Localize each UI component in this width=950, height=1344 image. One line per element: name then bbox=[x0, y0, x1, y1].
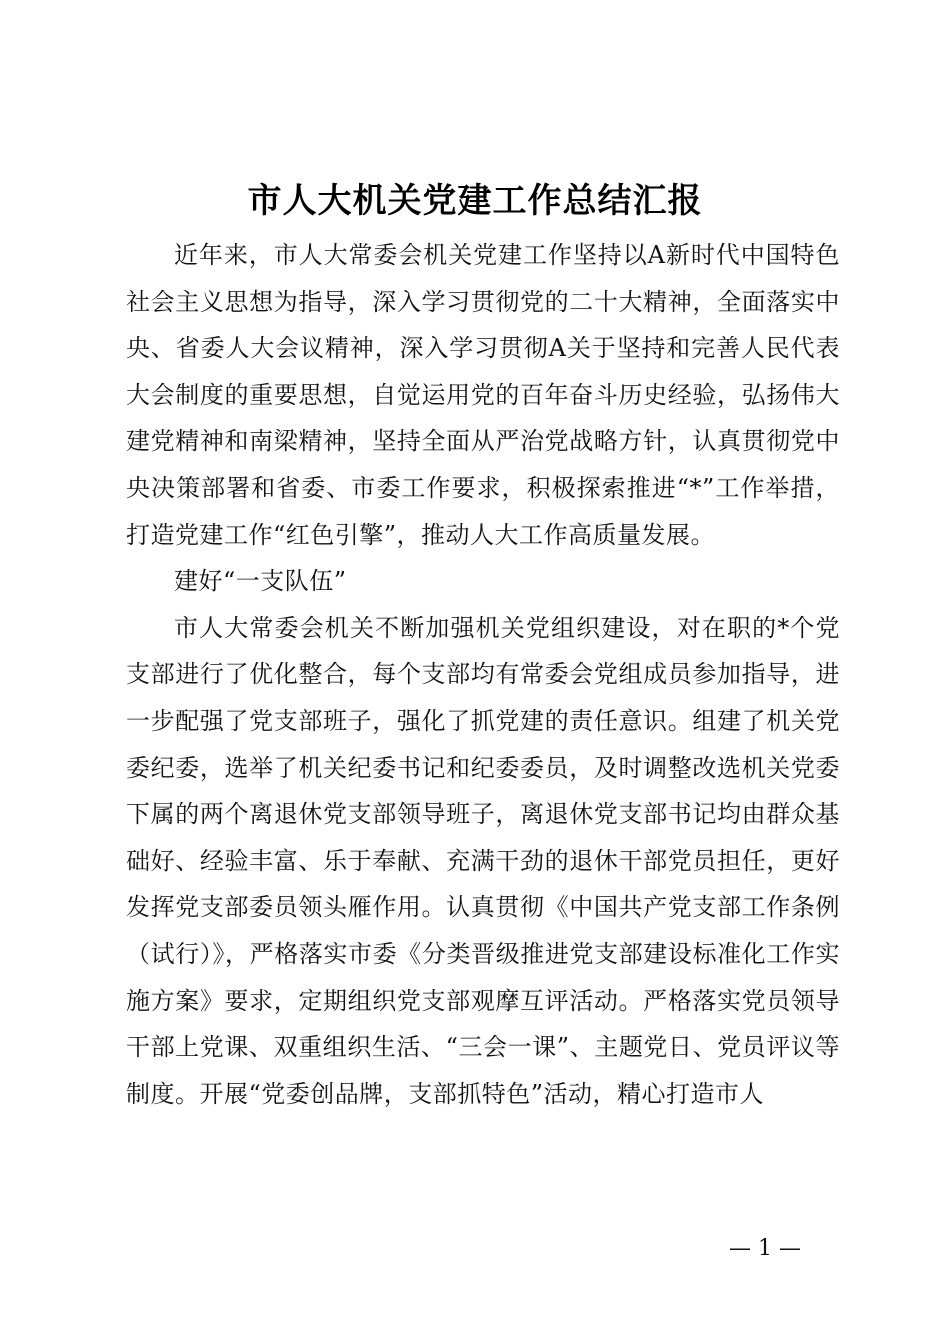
section-heading: 建好“一支队伍” bbox=[174, 567, 347, 596]
body-paragraph: 市人大常委会机关不断加强机关党组织建设，对在职的*个党支部进行了优化整合，每个支部均有常委会党组成员参加指导，进一步配强了党支部班子，强化了抓党建的责任意识。组建了机关党委纪委，选举了机关纪委书记和纪委委员，及时调整改选机关党委下属的两个离退休党支部领导班子，离退休党支部书记均由群众基础好、经验丰富、乐于奉献、充满干劲的退休干部党员担任，更好发挥党支部委员领头雁作用。认真贯彻《中国共产党支部工作条例（试行）》，严格落实市委《分类晋级推进党支部建设标准化工作实施方案》要求，定期组织党支部观摩互评活动。严格落实党员领导干部上党课、双重组织生活、“三会一课”、主题党日、党员评议等制度。开展“党委创品牌，支部抓特色”活动，精心打造市人 bbox=[126, 613, 840, 1108]
document-title: 市人大机关党建工作总结汇报 bbox=[247, 181, 703, 221]
page-number: — 1 — bbox=[729, 1236, 801, 1261]
intro-paragraph: 近年来，市人大常委会机关党建工作坚持以A新时代中国特色社会主义思想为指导，深入学习贯彻党的二十大精神，全面落实中央、省委人大会议精神，深入学习贯彻A关于坚持和完善人民代表大会制度的重要思想，自觉运用党的百年奋斗历史经验，弘扬伟大建党精神和南梁精神，坚持全面从严治党战略方针，认真贯彻党中央决策部署和省委、市委工作要求，积极探索推进“*”工作举措，打造党建工作“红色引擎”，推动人大工作高质量发展。 bbox=[126, 241, 840, 549]
document-body bbox=[126, 232, 840, 1117]
